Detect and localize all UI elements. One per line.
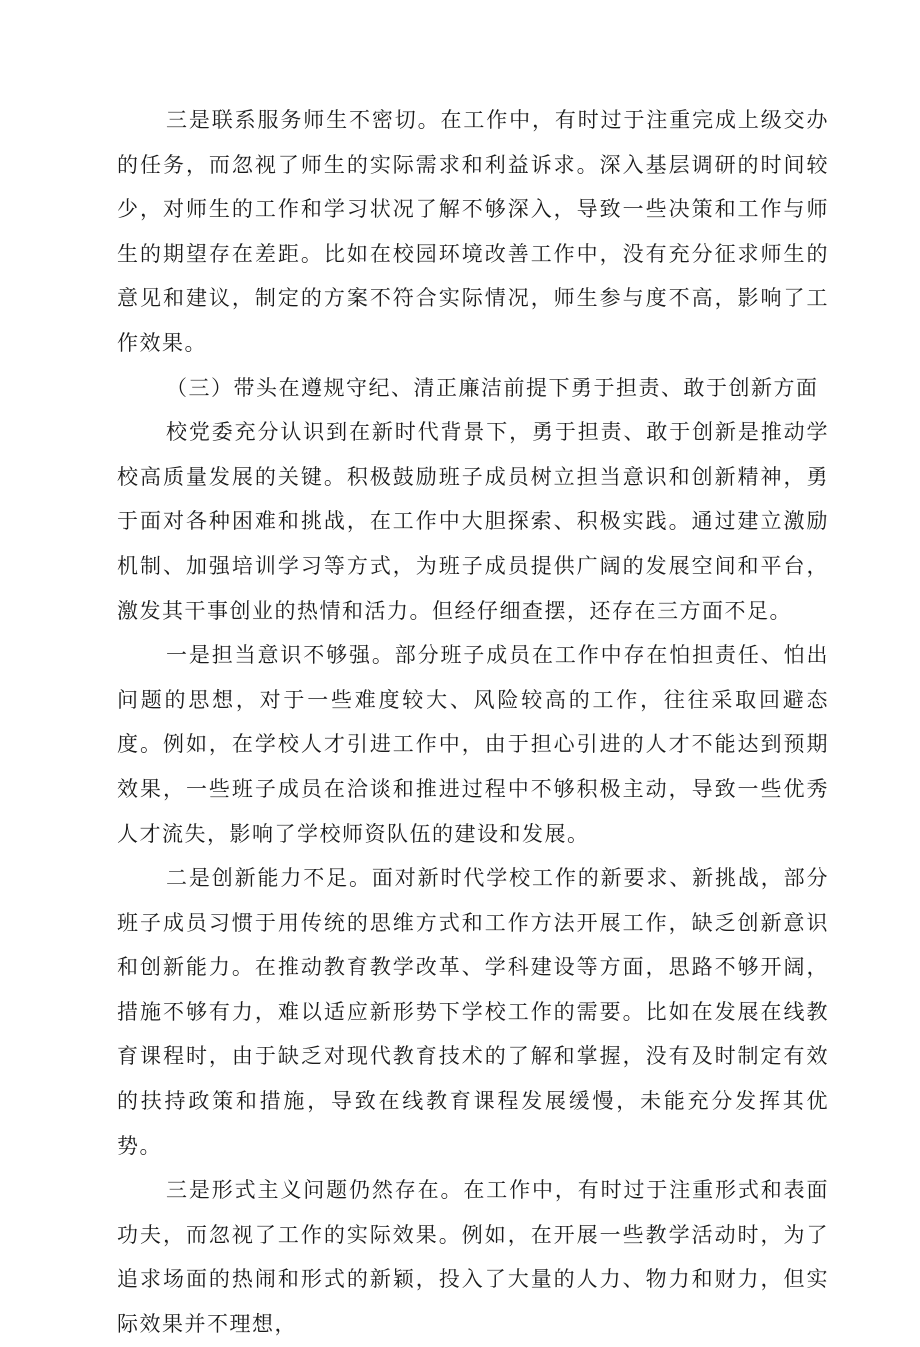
paragraph-service-issue: 三是联系服务师生不密切。在工作中，有时过于注重完成上级交办的任务，而忽视了师生的实际需求和利益诉求。深入基层调研的时间较少，对师生的工作和学习状况了解不够深入，导致一些决策和工作与师生的期望存在差距。比如在校园环境改善工作中，没有充分征求师生的意见和建议，制定的方案不符合实际情况，师生参与度不高，影响了工作效果。: [117, 108, 829, 355]
paragraph-responsibility-issue: 一是担当意识不够强。部分班子成员在工作中存在怕担责任、怕出问题的思想，对于一些难度较大、风险较高的工作，往往采取回避态度。例如，在学校人才引进工作中，由于担心引进的人才不能达到预期效果，一些班子成员在洽谈和推进过程中不够积极主动，导致一些优秀人才流失，影响了学校师资队伍的建设和发展。: [117, 643, 829, 846]
paragraph-innovation-issue: 二是创新能力不足。面对新时代学校工作的新要求、新挑战，部分班子成员习惯于用传统的思维方式和工作方法开展工作，缺乏创新意识和创新能力。在推动教育教学改革、学科建设等方面，思路不够开阔，措施不够有力，难以适应新形势下学校工作的需要。比如在发展在线教育课程时，由于缺乏对现代教育技术的了解和掌握，没有及时制定有效的扶持政策和措施，导致在线教育课程发展缓慢，未能充分发挥其优势。: [117, 866, 829, 1158]
paragraph-formalism-issue: 三是形式主义问题仍然存在。在工作中，有时过于注重形式和表面功夫，而忽视了工作的实际效果。例如，在开展一些教学活动时，为了追求场面的热闹和形式的新颖，投入了大量的人力、物力和财力，但实际效果并不理想，: [117, 1178, 829, 1337]
section-heading-3: （三）带头在遵规守纪、清正廉洁前提下勇于担责、敢于创新方面: [166, 375, 819, 400]
document-body: [117, 98, 829, 1347]
paragraph-section-intro: 校党委充分认识到在新时代背景下，勇于担责、敢于创新是推动学校高质量发展的关键。积极鼓励班子成员树立担当意识和创新精神，勇于面对各种困难和挑战，在工作中大胆探索、积极实践。通过建立激励机制、加强培训学习等方式，为班子成员提供广阔的发展空间和平台，激发其干事创业的热情和活力。但经仔细查摆，还存在三方面不足。: [117, 420, 829, 623]
